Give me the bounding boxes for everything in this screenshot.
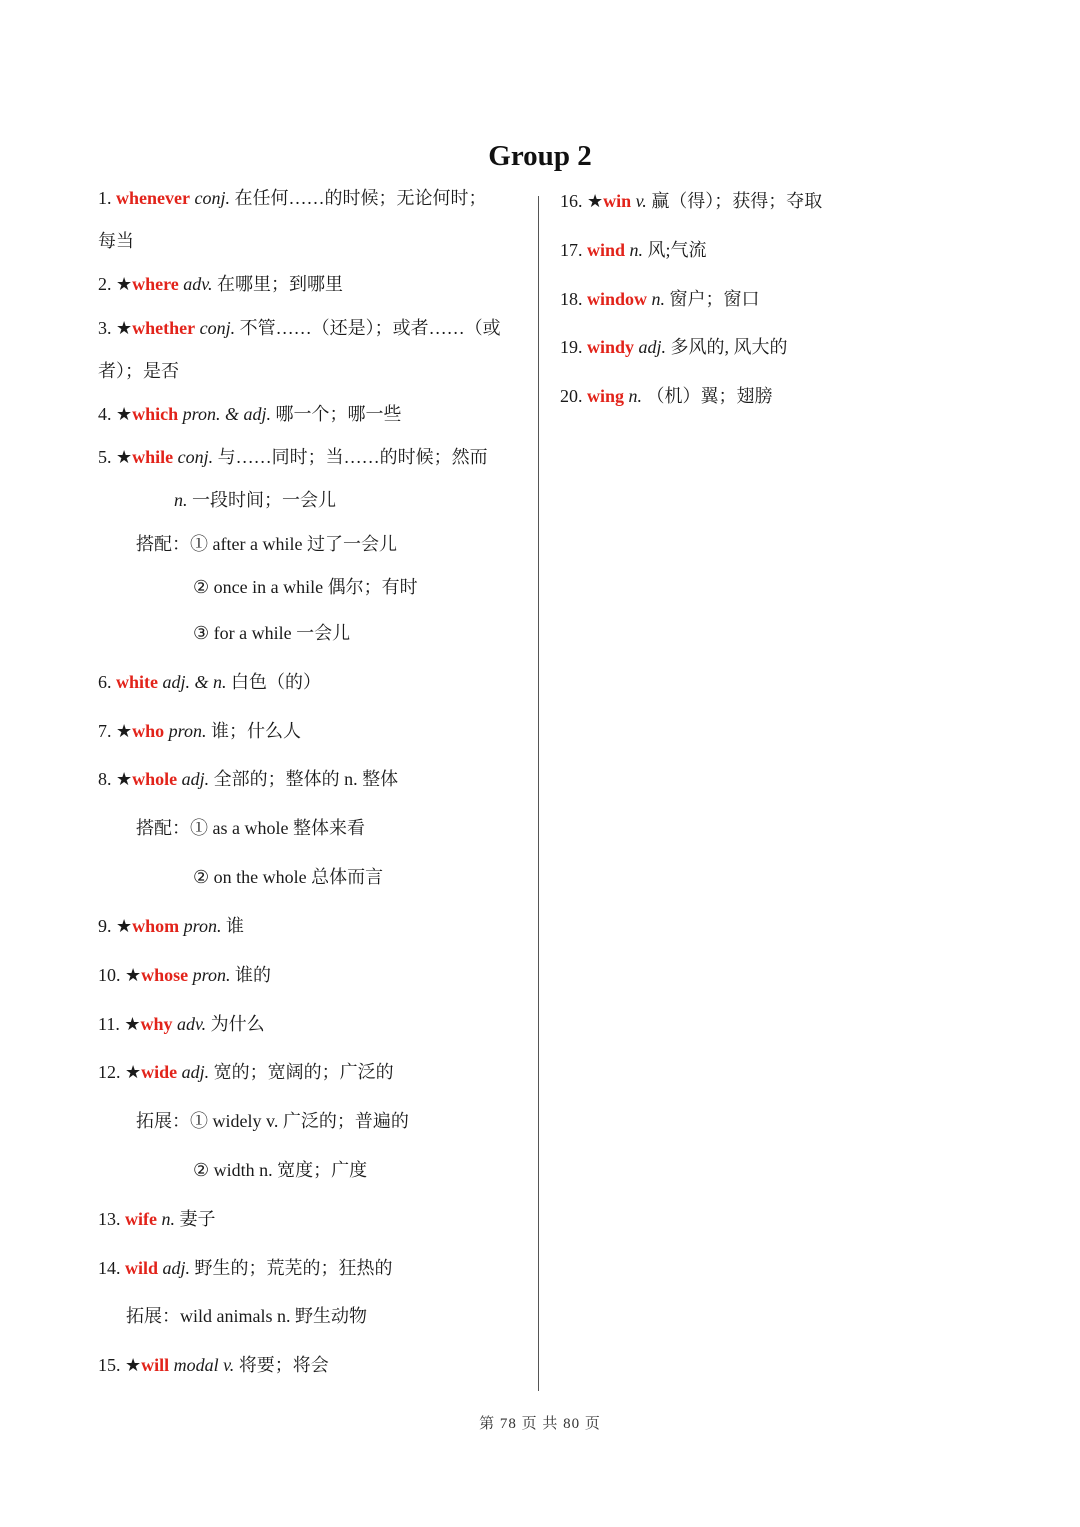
entry-number: 14.: [98, 1258, 121, 1278]
headword: white: [116, 672, 158, 692]
headword: which: [132, 404, 179, 424]
star-mark: ★: [116, 404, 133, 424]
entry-number: 18.: [560, 289, 583, 309]
headword: whether: [132, 318, 196, 338]
vocab-line: [193, 865, 383, 889]
star-mark: ★: [116, 721, 133, 741]
vocab-line: [98, 767, 398, 791]
entry-number: 11.: [98, 1014, 120, 1034]
definition: 搭配：① as a whole 整体来看: [136, 818, 365, 838]
definition: 谁；什么人: [211, 721, 301, 741]
vocab-line: [560, 238, 707, 262]
vocab-line: [560, 189, 822, 213]
headword: who: [132, 721, 165, 741]
part-of-speech: conj.: [177, 447, 214, 467]
star-mark: ★: [587, 191, 604, 211]
vocab-line: [98, 1207, 215, 1231]
part-of-speech: adj.: [638, 337, 667, 357]
part-of-speech: adj.: [162, 1258, 191, 1278]
headword: windy: [587, 337, 635, 357]
definition: 拓展：① widely v. 广泛的；普遍的: [136, 1111, 409, 1131]
part-of-speech: v.: [635, 191, 647, 211]
vocab-line: [98, 359, 179, 383]
headword: while: [132, 447, 174, 467]
entry-number: 3.: [98, 318, 112, 338]
vocab-line: [98, 719, 301, 743]
entry-number: 6.: [98, 672, 112, 692]
entry-number: 5.: [98, 447, 112, 467]
vocab-line: [98, 445, 488, 469]
star-mark: ★: [116, 318, 133, 338]
part-of-speech: modal v.: [173, 1355, 235, 1375]
vocab-line: [98, 229, 134, 253]
vocab-line: [193, 575, 418, 599]
vocab-line: [98, 1012, 265, 1036]
vocab-line: [98, 1353, 329, 1377]
part-of-speech: adv.: [177, 1014, 207, 1034]
definition: 风;气流: [647, 240, 707, 260]
vocab-line: [560, 287, 760, 311]
definition: 为什么: [210, 1014, 265, 1034]
part-of-speech: conj.: [194, 188, 230, 208]
vocab-line: [136, 1109, 409, 1133]
definition: 妻子: [179, 1209, 216, 1229]
entry-number: 1.: [98, 188, 112, 208]
definition: 者）；是否: [98, 361, 179, 381]
part-of-speech: adv.: [183, 274, 213, 294]
entry-number: 19.: [560, 337, 583, 357]
definition: 在哪里；到哪里: [216, 274, 343, 294]
part-of-speech: conj.: [199, 318, 236, 338]
entry-number: 10.: [98, 965, 121, 985]
entry-number: 13.: [98, 1209, 121, 1229]
column-divider: [538, 196, 539, 1391]
definition: 在任何……的时候；无论何时；: [234, 188, 487, 208]
vocab-line: [560, 384, 773, 408]
headword: wind: [587, 240, 626, 260]
definition: 谁: [226, 916, 244, 936]
headword: whole: [132, 769, 178, 789]
headword: wild: [125, 1258, 159, 1278]
definition: 全部的；整体的 n. 整体: [213, 769, 399, 789]
vocab-line: [98, 186, 486, 210]
definition: 多风的, 风大的: [670, 337, 788, 357]
definition: 将要；将会: [238, 1355, 329, 1375]
vocab-line: [174, 488, 336, 512]
vocab-line: [98, 1256, 393, 1280]
page-title: Group 2: [488, 140, 592, 172]
definition: （机）翼；翅膀: [646, 386, 773, 406]
vocab-line: [136, 816, 365, 840]
part-of-speech: n.: [161, 1209, 175, 1229]
headword: window: [587, 289, 648, 309]
vocab-line: [98, 272, 343, 296]
part-of-speech: n.: [628, 386, 643, 406]
definition: 赢（得）；获得；夺取: [651, 191, 823, 211]
vocab-line: [193, 621, 350, 645]
part-of-speech: pron.: [168, 721, 207, 741]
vocab-line: [98, 914, 244, 938]
entry-number: 2.: [98, 274, 112, 294]
vocab-line: [98, 1060, 394, 1084]
part-of-speech: n.: [174, 490, 188, 510]
part-of-speech: adj. & n.: [162, 672, 227, 692]
definition: 与……同时；当……的时候；然而: [217, 447, 488, 467]
part-of-speech: n.: [629, 240, 644, 260]
star-mark: ★: [125, 1062, 142, 1082]
vocab-line: [98, 670, 321, 694]
part-of-speech: adj.: [181, 1062, 210, 1082]
definition: 野生的；荒芜的；狂热的: [194, 1258, 393, 1278]
star-mark: ★: [116, 916, 133, 936]
definition: ② width n. 宽度；广度: [193, 1160, 368, 1180]
part-of-speech: adj.: [181, 769, 210, 789]
definition: 不管……（还是）；或者……（或: [239, 318, 501, 338]
entry-number: 4.: [98, 404, 112, 424]
part-of-speech: pron.: [192, 965, 231, 985]
star-mark: ★: [116, 769, 133, 789]
part-of-speech: n.: [651, 289, 666, 309]
part-of-speech: pron.: [183, 916, 222, 936]
headword: where: [132, 274, 179, 294]
vocab-line: [98, 963, 271, 987]
star-mark: ★: [124, 1014, 141, 1034]
vocab-line: [98, 402, 402, 426]
entry-number: 16.: [560, 191, 583, 211]
headword: why: [140, 1014, 173, 1034]
star-mark: ★: [116, 274, 133, 294]
page-footer: 第 78 页 共 80 页: [479, 1416, 601, 1432]
definition: 谁的: [235, 965, 271, 985]
headword: wing: [587, 386, 625, 406]
vocab-line: [560, 335, 788, 359]
vocab-line: [98, 316, 501, 340]
definition: 窗户；窗口: [669, 289, 760, 309]
vocab-line: [126, 1304, 367, 1328]
definition: ③ for a while 一会儿: [193, 623, 351, 643]
entry-number: 20.: [560, 386, 583, 406]
entry-number: 12.: [98, 1062, 121, 1082]
definition: 白色（的）: [231, 672, 322, 692]
headword: win: [603, 191, 632, 211]
definition: 每当: [98, 231, 134, 251]
headword: wide: [141, 1062, 178, 1082]
headword: wife: [125, 1209, 157, 1229]
entry-number: 9.: [98, 916, 112, 936]
definition: 哪一个；哪一些: [275, 404, 402, 424]
definition: 宽的；宽阔的；广泛的: [213, 1062, 394, 1082]
headword: whom: [132, 916, 180, 936]
definition: 一段时间；一会儿: [192, 490, 336, 510]
definition: 搭配：① after a while 过了一会儿: [136, 534, 397, 554]
entry-number: 8.: [98, 769, 112, 789]
entry-number: 17.: [560, 240, 583, 260]
part-of-speech: pron. & adj.: [182, 404, 271, 424]
star-mark: ★: [125, 1355, 142, 1375]
definition: 拓展：wild animals n. 野生动物: [126, 1306, 367, 1326]
definition: ② on the whole 总体而言: [193, 867, 384, 887]
entry-number: 7.: [98, 721, 112, 741]
star-mark: ★: [116, 447, 133, 467]
headword: whenever: [116, 188, 190, 208]
definition: ② once in a while 偶尔；有时: [193, 577, 418, 597]
vocab-line: [193, 1158, 367, 1182]
entry-number: 15.: [98, 1355, 121, 1375]
vocab-line: [136, 532, 397, 556]
headword: whose: [141, 965, 189, 985]
star-mark: ★: [125, 965, 142, 985]
headword: will: [141, 1355, 170, 1375]
